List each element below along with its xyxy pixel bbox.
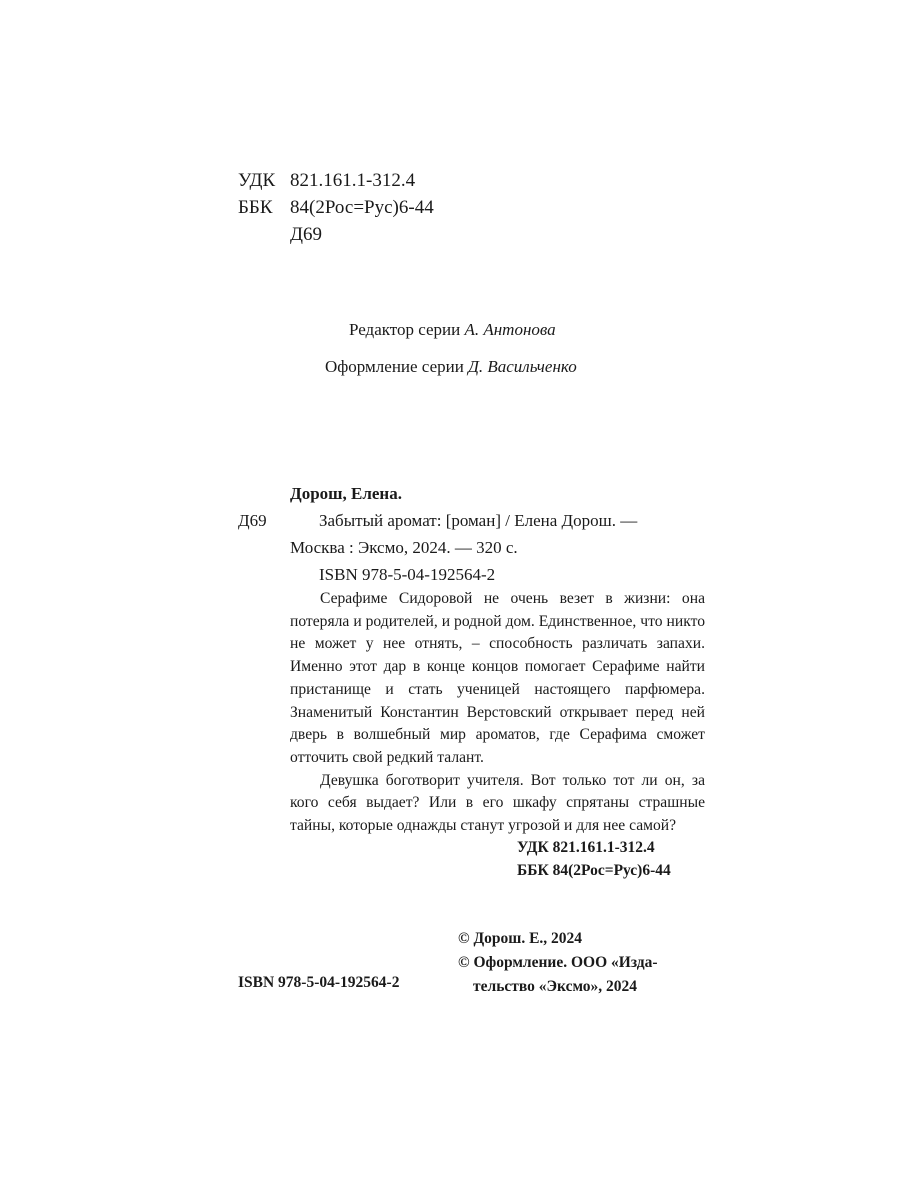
- annotation: [290, 588, 705, 838]
- author-heading: Дорош, Елена.: [290, 484, 402, 503]
- annotation-paragraph-1: Серафиме Сидоровой не очень везет в жизни: она потеряла и родителей, и родной дом. Единственное, что никто не может у нее отнять, – способность различать запахи. Именно этот дар в конце концов помогает Серафиме найти пристанище и стать ученицей настоящего парфюмера. Знаменитый Константин Верстовский открывает перед ней дверь в волшебный мир ароматов, где Серафима сможет отточить свой редкий талант.: [290, 590, 705, 766]
- bottom-udk: УДК 821.161.1-312.4: [517, 839, 655, 856]
- copyright-design-line1: © Оформление. ООО «Изда-: [458, 954, 658, 971]
- series-editor-line: [349, 320, 556, 340]
- copyright-author: © Дорош. Е., 2024: [458, 930, 583, 947]
- annotation-paragraph-2: Девушка боготворит учителя. Вот только тот ли он, за кого себя выдает? Или в его шкафу спрятаны страшные тайны, которые однажды станут угрозой и для нее самой?: [290, 771, 705, 835]
- design-prefix: Оформление серии: [325, 357, 464, 376]
- footer-isbn: ISBN 978-5-04-192564-2: [238, 974, 400, 991]
- author-mark: Д69: [290, 224, 322, 245]
- bbk-row: [238, 194, 434, 221]
- editor-prefix: Редактор серии: [349, 320, 461, 339]
- bottom-bbk: ББК 84(2Рос=Рус)6-44: [517, 862, 671, 879]
- series-design-line: [325, 357, 577, 377]
- udk-row: [238, 167, 415, 194]
- bib-isbn: ISBN 978-5-04-192564-2: [319, 565, 496, 584]
- bib-title-line2: Москва : Эксмо, 2024. — 320 с.: [290, 538, 518, 557]
- bbk-value: 84(2Рос=Рус)6-44: [290, 197, 434, 218]
- bib-author-mark: Д69: [238, 511, 267, 530]
- udk-value: 821.161.1-312.4: [290, 170, 416, 191]
- editor-name: А. Антонова: [464, 320, 556, 339]
- bbk-label: ББК: [238, 197, 273, 218]
- author-mark-row: [238, 221, 322, 248]
- udk-label: УДК: [238, 170, 276, 191]
- bib-title-line1: Забытый аромат: [роман] / Елена Дорош. —: [319, 511, 638, 530]
- copyright-design-line2: тельство «Эксмо», 2024: [473, 978, 638, 995]
- design-name: Д. Васильченко: [468, 357, 577, 376]
